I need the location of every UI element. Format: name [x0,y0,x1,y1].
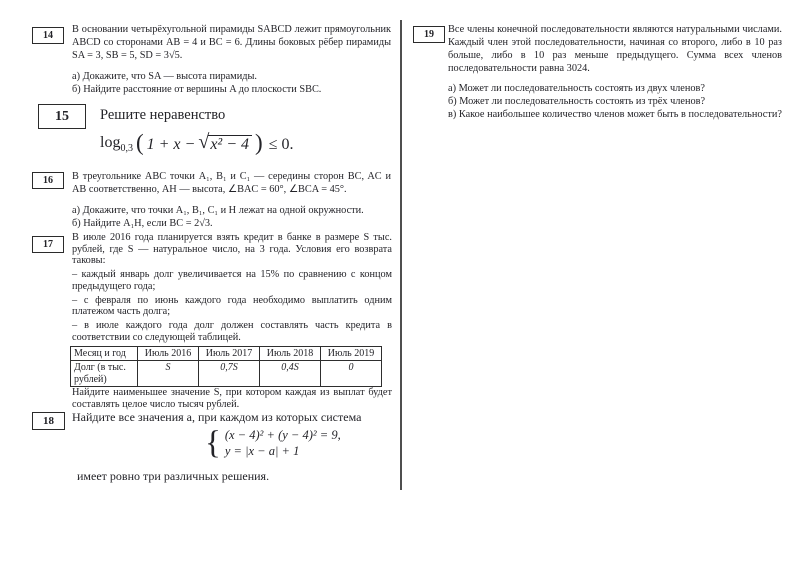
problem-text [448,23,782,121]
square-root [198,130,252,155]
problem-number: 15 [38,104,86,129]
problem-text [72,23,391,96]
open-paren: ( [135,130,144,155]
item-b: б) Найдите A₁H, если BC = 2√3. [72,218,213,229]
table-header: Июль 2018 [260,346,321,361]
inequality-formula [100,130,294,156]
problem-outro: имеет ровно три различных решения. [77,469,270,483]
problem-title: Решите неравенство [100,107,226,123]
problem-text [72,170,391,230]
table-header: Июль 2017 [199,346,260,361]
problem-number: 19 [413,26,445,43]
table-row [71,361,382,387]
item-a: а) Докажите, что SA — высота пирамиды. [72,71,257,82]
table-header-row [71,346,382,361]
debt-value: 0 [321,361,382,387]
credit-condition: – в июле каждого года долг должен составлять часть кредита в соответствии со следующей таблицей. [72,320,392,343]
credit-condition: – каждый январь долг увеличивается на 15% по сравнению с концом предыдущего года; [72,269,392,292]
equation-system [205,427,341,460]
system-equations [225,428,341,459]
credit-condition: – с февраля по июнь каждого года необходимо выплатить одним платежом часть долга; [72,294,392,317]
problem-intro: В июле 2016 года планируется взять кредит в банке в размере S тыс. рублей, где S — натуральное число, на 3 года. Условия его возврата таковы: [72,232,392,266]
log-function: $\log_{0,3}$ [100,134,133,155]
item-b: б) Может ли последовательность состоять из трёх членов? [448,96,706,107]
item-a: а) Может ли последовательность состоять из двух членов? [448,83,705,94]
problem-number: 17 [32,236,64,253]
log-base: 0,3 [120,143,133,155]
problem-body: Все члены конечной последовательности являются натуральными числами. Каждый член этой последовательности, начиная со второго, либо в 10 раз больше, либо в 10 раз меньше предыдущего. Сумма всех членов последовательности равна 3024. [448,24,782,74]
problem-number: 18 [32,412,65,430]
row-label: Долг (в тыс. рублей) [71,361,138,387]
problem-body: В основании четырёхугольной пирамиды SABCD лежит прямоугольник ABCD со сторонами AB = 4 и BC = 6. Длины боковых рёбер пирамиды SA = 3, SB = 5, SD = 3√5. [72,24,391,61]
close-paren: ) [255,130,263,155]
debt-value: S [138,361,199,387]
debt-value: 0,7S [199,361,260,387]
problem-number: 16 [32,172,64,189]
problem-body: В треугольнике ABC точки A₁, B₁ и C₁ — середины сторон BC, AC и AB соответственно, AH — высота, ∠BAC = 60°, ∠BCA = 45°. [72,171,391,195]
item-c: в) Какое наибольшее количество членов может быть в последовательности? [448,109,782,120]
relation: ≤ 0. [268,135,294,153]
equation-1: (x − 4)² + (y − 4)² = 9, [224,428,341,442]
problem-number: 14 [32,27,64,44]
equation-2: y = |x − a| + 1 [224,444,300,458]
column-divider [400,20,402,490]
problem-text [72,232,392,413]
expression: 1 + x − [146,135,196,153]
problem-intro: Найдите все значения a, при каждом из которых система [72,410,362,424]
problem-question: Найдите наименьшее значение S, при котором каждая из выплат будет составлять целое число тысяч рублей. [72,387,392,410]
system-brace: { [205,425,221,461]
table-header: Июль 2019 [321,346,382,361]
item-b: б) Найдите расстояние от вершины A до плоскости SBC. [72,84,322,95]
sqrt-sign: √ [198,130,210,153]
table-header: Июль 2016 [138,346,199,361]
table-header: Месяц и год [71,346,138,361]
radicand: x² − 4 [208,135,252,154]
debt-value: 0,4S [260,361,321,387]
credit-table [70,346,382,388]
item-a: а) Докажите, что точки A₁, B₁, C₁ и H лежат на одной окружности. [72,205,364,216]
